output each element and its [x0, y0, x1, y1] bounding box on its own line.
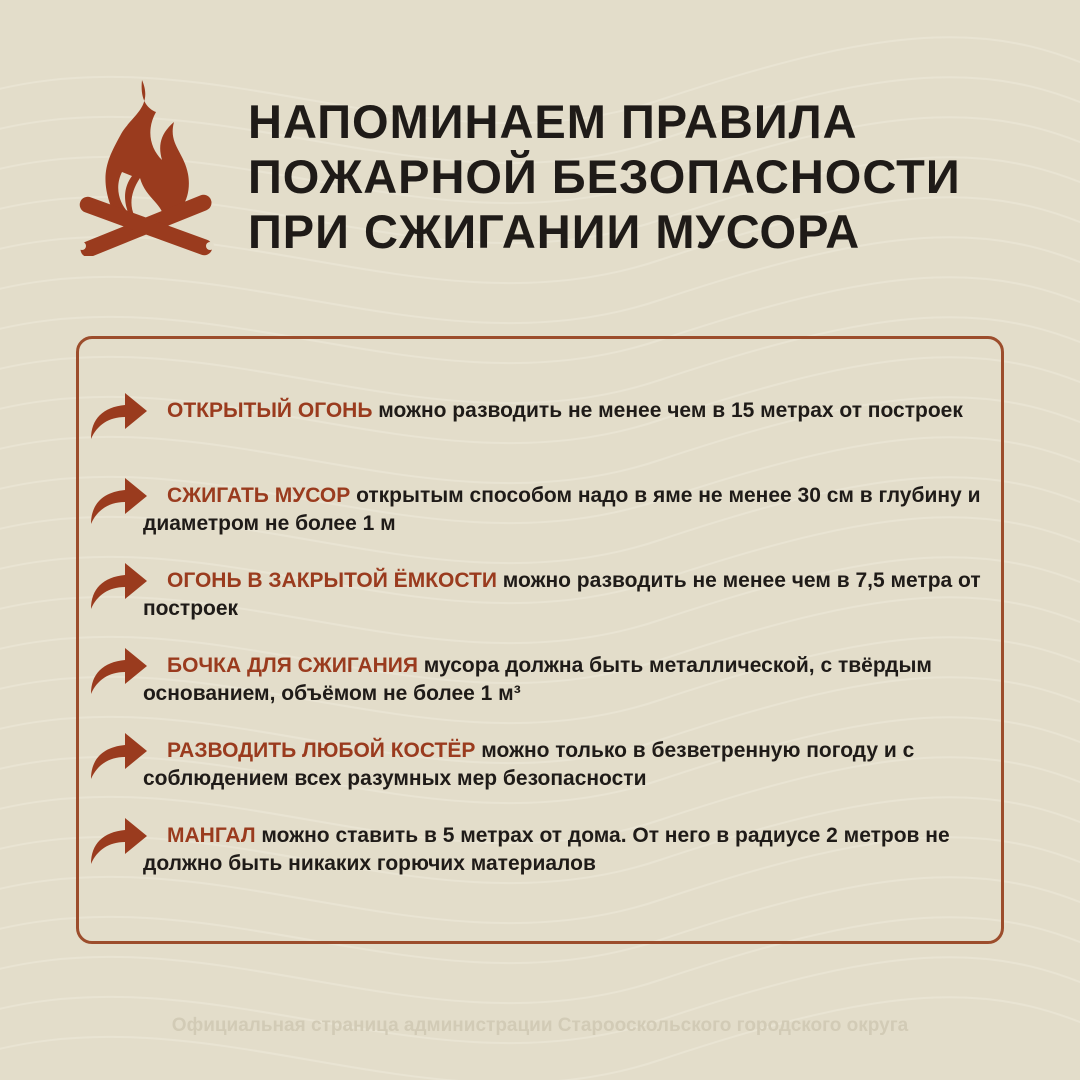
rule-body: можно только в безветренную погоду и с соблюдением всех разумных мер безопасности: [143, 739, 915, 790]
curved-arrow-icon: [87, 814, 149, 866]
curved-arrow-icon: [87, 644, 149, 696]
rule-body: открытым способом надо в яме не менее 30 см в глубину и диаметром не более 1 м: [143, 484, 981, 535]
rule-body: можно ставить в 5 метрах от дома. От него в радиусе 2 метров не должно быть никаких горючих материалов: [143, 824, 950, 875]
curved-arrow-icon: [87, 559, 149, 611]
curved-arrow-icon: [87, 729, 149, 781]
rule-body: мусора должна быть металлической, с твёрдым основанием, объёмом не более 1 м³: [143, 654, 932, 705]
campfire-icon: [70, 78, 220, 256]
page-title: [248, 94, 1028, 259]
rule-text: [143, 567, 989, 623]
rule-item: [87, 389, 987, 459]
rule-text: [143, 737, 989, 793]
curved-arrow-icon: [87, 474, 149, 526]
rule-item: [87, 474, 987, 544]
rule-text: [143, 822, 989, 878]
rule-text: [143, 397, 989, 425]
rule-highlight: МАНГАЛ: [167, 824, 256, 847]
rule-highlight: ОГОНЬ В ЗАКРЫТОЙ ЁМКОСТИ: [167, 569, 497, 592]
footer-caption: Официальная страница администрации Старооскольского городского округа: [171, 1015, 909, 1036]
rule-item: [87, 814, 987, 884]
title-line: НАПОМИНАЕМ ПРАВИЛА: [248, 95, 858, 148]
rule-highlight: РАЗВОДИТЬ ЛЮБОЙ КОСТЁР: [167, 739, 476, 762]
rule-text: [143, 482, 989, 538]
rule-item: [87, 644, 987, 714]
rule-body: можно разводить не менее чем в 7,5 метра от построек: [143, 569, 981, 620]
title-line: ПОЖАРНОЙ БЕЗОПАСНОСТИ: [248, 150, 961, 203]
curved-arrow-icon: [87, 389, 149, 441]
rule-item: [87, 559, 987, 629]
rule-body: можно разводить не менее чем в 15 метрах от построек: [372, 399, 963, 422]
rule-text: [143, 652, 989, 708]
rules-panel: [76, 336, 1004, 944]
rule-highlight: БОЧКА ДЛЯ СЖИГАНИЯ: [167, 654, 418, 677]
rule-item: [87, 729, 987, 799]
title-line: ПРИ СЖИГАНИИ МУСОРА: [248, 205, 861, 258]
header: [70, 78, 1030, 258]
rule-highlight: СЖИГАТЬ МУСОР: [167, 484, 351, 507]
rule-highlight: ОТКРЫТЫЙ ОГОНЬ: [167, 399, 373, 422]
